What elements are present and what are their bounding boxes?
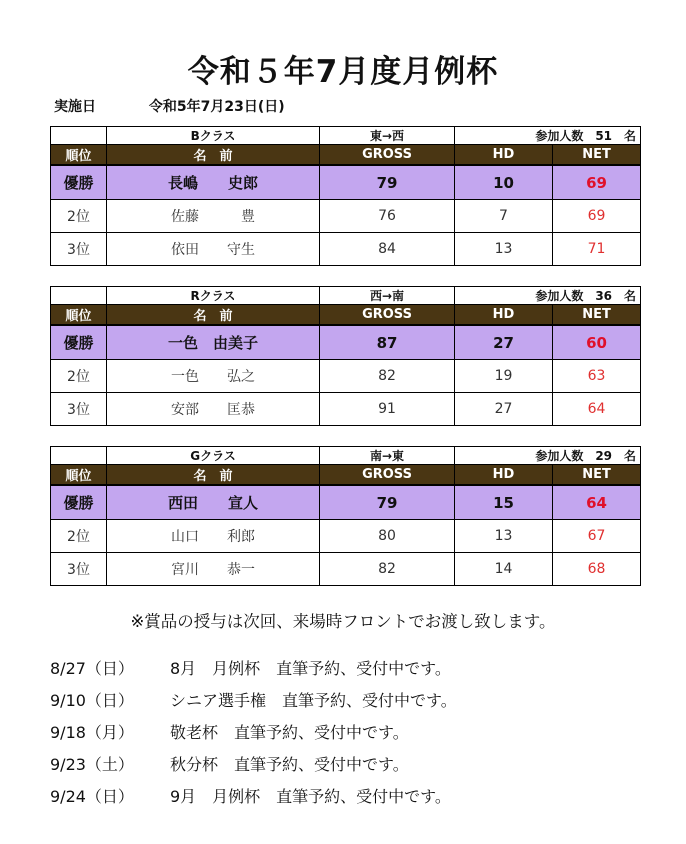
name-cell: 一色 由美子 — [107, 325, 320, 360]
name-cell: 宮川 恭一 — [107, 553, 320, 586]
hd-cell: 15 — [455, 485, 553, 520]
rank-cell: 3位 — [51, 233, 107, 266]
net-cell: 69 — [553, 165, 641, 200]
net-cell: 67 — [553, 520, 641, 553]
results-table-r — [50, 286, 641, 426]
net-cell: 64 — [553, 393, 641, 426]
table-row — [51, 360, 641, 393]
date-value: 令和5年7月23日(日) — [148, 99, 285, 115]
list-item — [50, 784, 457, 816]
blank-cell — [51, 287, 107, 305]
gross-cell: 80 — [320, 520, 455, 553]
schedule-date: 9/18（月） — [50, 723, 134, 742]
gross-cell: 91 — [320, 393, 455, 426]
col-header-hd: HD — [455, 145, 553, 166]
schedule-text: 敬老杯 直筆予約、受付中です。 — [170, 723, 409, 742]
table-row — [51, 393, 641, 426]
gross-cell: 79 — [320, 165, 455, 200]
hd-cell: 7 — [455, 200, 553, 233]
name-cell: 西田 宣人 — [107, 485, 320, 520]
participant-count: 参加人数 36 名 — [455, 287, 641, 305]
col-header-name: 名 前 — [107, 305, 320, 326]
schedule-list — [50, 656, 457, 816]
gross-cell: 76 — [320, 200, 455, 233]
col-header-gross: GROSS — [320, 465, 455, 486]
table-info-row — [51, 287, 641, 305]
name-cell: 一色 弘之 — [107, 360, 320, 393]
table-info-row — [51, 447, 641, 465]
table-header-row — [51, 465, 641, 486]
list-item — [50, 688, 457, 720]
participant-count: 参加人数 51 名 — [455, 127, 641, 145]
class-name: Gクラス — [107, 447, 320, 465]
schedule-date: 8/27（日） — [50, 659, 134, 678]
col-header-net: NET — [553, 465, 641, 486]
gross-cell: 82 — [320, 553, 455, 586]
hd-cell: 13 — [455, 520, 553, 553]
gross-cell: 82 — [320, 360, 455, 393]
table-row — [51, 200, 641, 233]
table-header-row — [51, 145, 641, 166]
results-table-b — [50, 126, 641, 266]
event-date-row — [54, 96, 285, 116]
table-header-row — [51, 305, 641, 326]
rank-cell: 3位 — [51, 393, 107, 426]
blank-cell — [51, 127, 107, 145]
net-cell: 63 — [553, 360, 641, 393]
schedule-text: シニア選手権 直筆予約、受付中です。 — [170, 691, 457, 710]
prize-note: ※賞品の授与は次回、来場時フロントでお渡し致します。 — [130, 612, 556, 631]
list-item — [50, 656, 457, 688]
col-header-rank: 順位 — [51, 305, 107, 326]
col-header-gross: GROSS — [320, 305, 455, 326]
net-cell: 64 — [553, 485, 641, 520]
gross-cell: 79 — [320, 485, 455, 520]
schedule-date: 9/24（日） — [50, 787, 134, 806]
class-name: Bクラス — [107, 127, 320, 145]
rank-cell: 優勝 — [51, 485, 107, 520]
name-cell: 安部 匡恭 — [107, 393, 320, 426]
participant-count: 参加人数 29 名 — [455, 447, 641, 465]
course-direction: 西→南 — [320, 287, 455, 305]
schedule-text: 秋分杯 直筆予約、受付中です。 — [170, 755, 409, 774]
hd-cell: 27 — [455, 393, 553, 426]
table-info-row — [51, 127, 641, 145]
list-item — [50, 752, 457, 784]
col-header-hd: HD — [455, 465, 553, 486]
name-cell: 山口 利郎 — [107, 520, 320, 553]
col-header-name: 名 前 — [107, 465, 320, 486]
name-cell: 佐藤 豊 — [107, 200, 320, 233]
hd-cell: 27 — [455, 325, 553, 360]
col-header-rank: 順位 — [51, 145, 107, 166]
net-cell: 60 — [553, 325, 641, 360]
table-row — [51, 553, 641, 586]
col-header-rank: 順位 — [51, 465, 107, 486]
hd-cell: 19 — [455, 360, 553, 393]
table-row — [51, 520, 641, 553]
hd-cell: 14 — [455, 553, 553, 586]
name-cell: 長嶋 史郎 — [107, 165, 320, 200]
hd-cell: 13 — [455, 233, 553, 266]
net-cell: 71 — [553, 233, 641, 266]
rank-cell: 優勝 — [51, 165, 107, 200]
schedule-date: 9/10（日） — [50, 691, 134, 710]
course-direction: 東→西 — [320, 127, 455, 145]
rank-cell: 2位 — [51, 360, 107, 393]
col-header-hd: HD — [455, 305, 553, 326]
col-header-net: NET — [553, 145, 641, 166]
rank-cell: 優勝 — [51, 325, 107, 360]
page-title: 令和５年7月度月例杯 — [187, 54, 499, 90]
hd-cell: 10 — [455, 165, 553, 200]
date-label: 実施日 — [54, 99, 96, 115]
schedule-date: 9/23（土） — [50, 755, 134, 774]
name-cell: 依田 守生 — [107, 233, 320, 266]
table-row-winner — [51, 165, 641, 200]
col-header-name: 名 前 — [107, 145, 320, 166]
rank-cell: 3位 — [51, 553, 107, 586]
net-cell: 68 — [553, 553, 641, 586]
class-name: Rクラス — [107, 287, 320, 305]
col-header-net: NET — [553, 305, 641, 326]
list-item — [50, 720, 457, 752]
col-header-gross: GROSS — [320, 145, 455, 166]
schedule-text: 8月 月例杯 直筆予約、受付中です。 — [170, 659, 451, 678]
gross-cell: 84 — [320, 233, 455, 266]
table-row-winner — [51, 485, 641, 520]
rank-cell: 2位 — [51, 200, 107, 233]
results-table-g — [50, 446, 641, 586]
gross-cell: 87 — [320, 325, 455, 360]
net-cell: 69 — [553, 200, 641, 233]
rank-cell: 2位 — [51, 520, 107, 553]
course-direction: 南→東 — [320, 447, 455, 465]
schedule-text: 9月 月例杯 直筆予約、受付中です。 — [170, 787, 451, 806]
table-row — [51, 233, 641, 266]
blank-cell — [51, 447, 107, 465]
table-row-winner — [51, 325, 641, 360]
